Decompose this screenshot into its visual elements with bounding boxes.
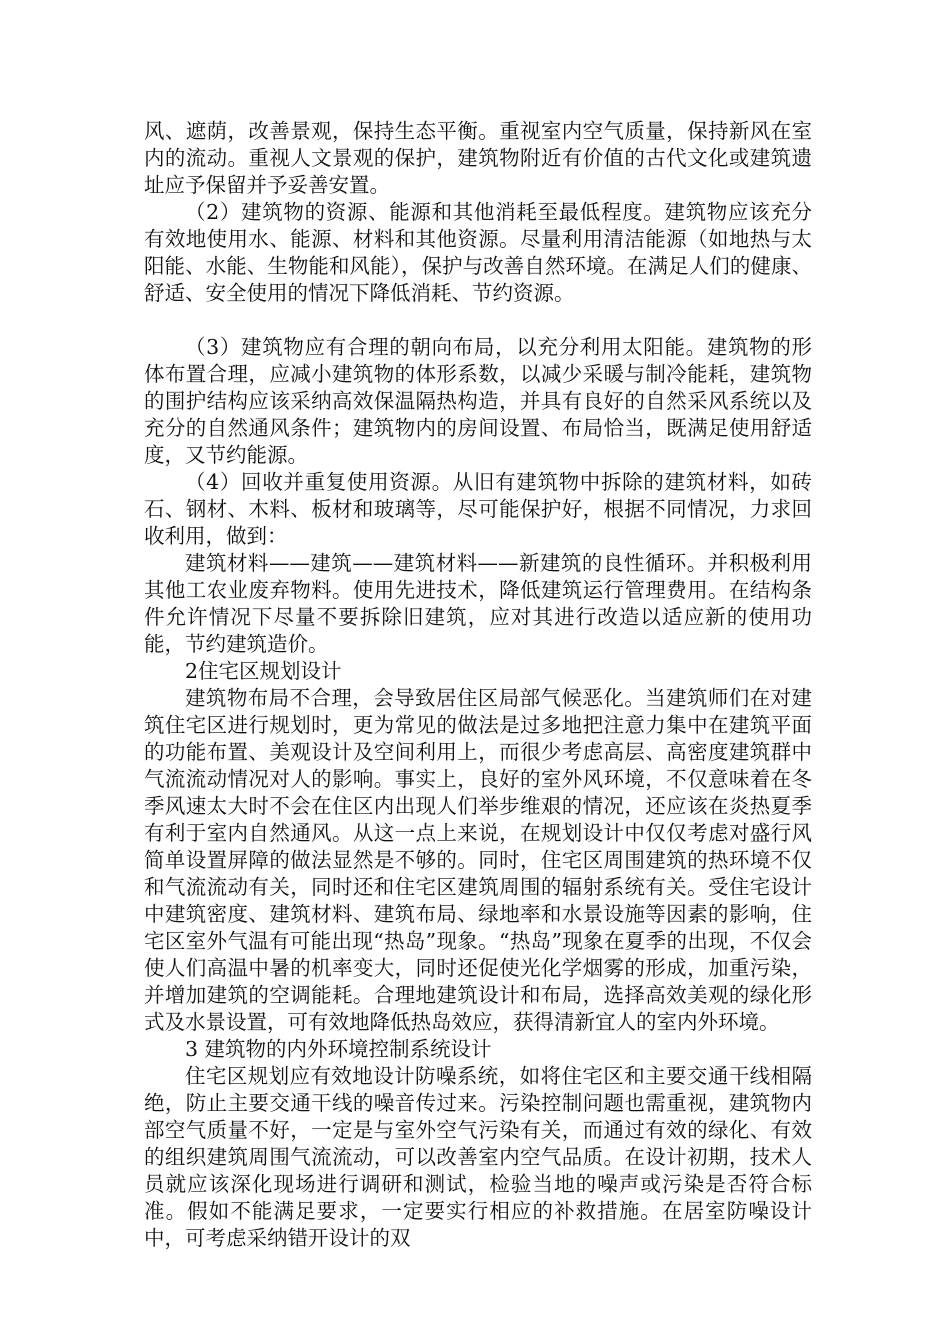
paragraph-item-3: （3）建筑物应有合理的朝向布局，以充分利用太阳能。建筑物的形体布置合理，应减小建筑物的体形系数，以减少采暖与制冷能耗，建筑物的围护结构应该采纳高效保温隔热构造，并具有良好的自然采风系统以及充分的自然通风条件；建筑物内的房间设置、布局恰当，既满足使用舒适度，又节约能源。 xyxy=(144,335,812,467)
paragraph-material-cycle: 建筑材料——建筑——建筑材料——新建筑的良性循环。并积极利用其他工农业废弃物料。使用先进技术，降低建筑运行管理费用。在结构条件允许情况下尽量不要拆除旧建筑，应对其进行改造以适应新的使用功能，节约建筑造价。 xyxy=(144,551,812,656)
paragraph-item-4: （4）回收并重复使用资源。从旧有建筑物中拆除的建筑材料，如砖石、钢材、木料、板材和玻璃等，尽可能保护好，根据不同情况，力求回收利用，做到： xyxy=(144,470,812,548)
paragraph-section-2: 建筑物布局不合理，会导致居住区局部气候恶化。当建筑师们在对建筑住宅区进行规划时，更为常见的做法是过多地把注意力集中在建筑平面的功能布置、美观设计及空间利用上，而很少考虑高层、高密度建筑群中气流流动情况对人的影响。事实上，良好的室外风环境，不仅意味着在冬季风速太大时不会在住区内出现人们举步维艰的情况，还应该在炎热夏季有利于室内自然通风。从这一点上来说，在规划设计中仅仅考虑对盛行风简单设置屏障的做法显然是不够的。同时，住宅区周围建筑的热环境不仅和气流流动有关，同时还和住宅区建筑周围的辐射系统有关。受住宅设计中建筑密度、建筑材料、建筑布局、绿地率和水景设施等因素的影响，住宅区室外气温有可能出现“热岛”现象。“热岛”现象在夏季的出现，不仅会使人们高温中暑的机率变大，同时还促使光化学烟雾的形成，加重污染，并增加建筑的空调能耗。合理地建筑设计和布局，选择高效美观的绿化形式及水景设置，可有效地降低热岛效应，获得清新宜人的室内外环境。 xyxy=(144,686,812,1034)
section-heading-2: 2住宅区规划设计 xyxy=(185,659,342,683)
document-body xyxy=(144,118,812,1252)
section-heading-3: 3 建筑物的内外环境控制系统设计 xyxy=(185,1037,492,1061)
paragraph-continuation: 风、遮荫，改善景观，保持生态平衡。重视室内空气质量，保持新风在室内的流动。重视人文景观的保护，建筑物附近有价值的古代文化或建筑遗址应予保留并予妥善安置。 xyxy=(144,119,812,197)
paragraph-section-3: 住宅区规划应有效地设计防噪系统，如将住宅区和主要交通干线相隔绝，防止主要交通干线的噪音传过来。污染控制问题也需重视，建筑物内部空气质量不好，一定是与室外空气污染有关，而通过有效的绿化、有效的组织建筑周围气流流动，可以改善室内空气品质。在设计初期，技术人员就应该深化现场进行调研和测试，检验当地的噪声或污染是否符合标准。假如不能满足要求，一定要实行相应的补救措施。在居室防噪设计中，可考虑采纳错开设计的双 xyxy=(144,1064,812,1250)
paragraph-item-2: （2）建筑物的资源、能源和其他消耗至最低程度。建筑物应该充分有效地使用水、能源、材料和其他资源。尽量利用清洁能源（如地热与太阳能、水能、生物能和风能），保护与改善自然环境。在满足人们的健康、舒适、安全使用的情况下降低消耗、节约资源。 xyxy=(144,200,812,305)
